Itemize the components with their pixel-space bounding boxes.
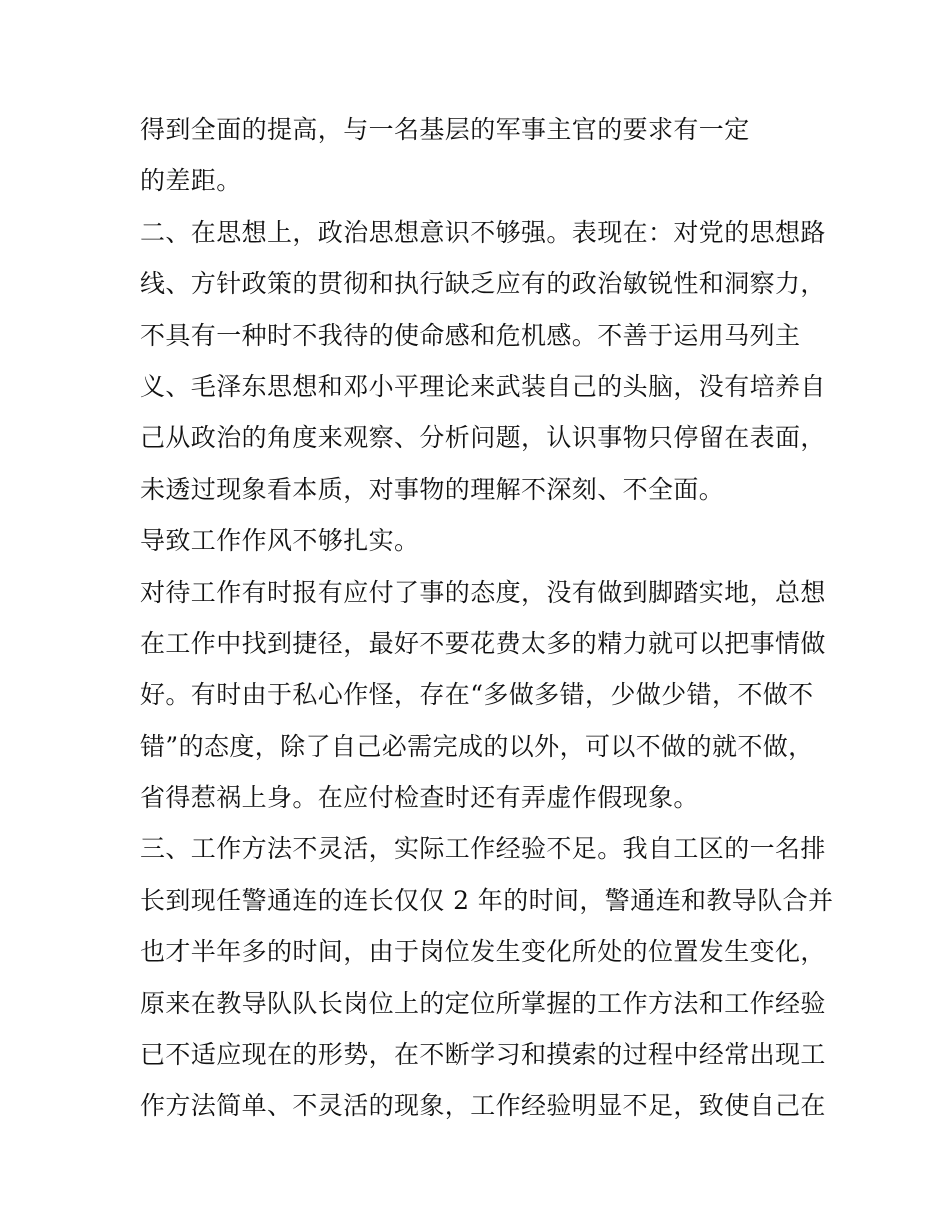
text-line-19: 已不适应现在的形势，在不断学习和摸索的过程中经常出现工 — [140, 1040, 826, 1070]
text-line-3: 二、在思想上，政治思想意识不够强。表现在：对党的思想路 — [140, 217, 826, 247]
text-line-20: 作方法简单、不灵活的现象，工作经验明显不足，致使自己在 — [140, 1091, 826, 1121]
text-line-11: 在工作中找到捷径，最好不要花费太多的精力就可以把事情做 — [140, 628, 826, 658]
text-line-7: 己从政治的角度来观察、分析问题，认识事物只停留在表面， — [140, 423, 826, 453]
text-line-4: 线、方针政策的贯彻和执行缺乏应有的政治敏锐性和洞察力， — [140, 269, 826, 299]
text-line-18: 原来在教导队队长岗位上的定位所掌握的工作方法和工作经验 — [140, 988, 826, 1018]
text-line-6: 义、毛泽东思想和邓小平理论来武装自己的头脑，没有培养自 — [140, 371, 826, 401]
text-line-5: 不具有一种时不我待的使命感和危机感。不善于运用马列主 — [140, 320, 801, 350]
document-body — [140, 104, 840, 1132]
text-line-14: 省得惹祸上身。在应付检查时还有弄虚作假现象。 — [140, 783, 699, 813]
text-line-9: 导致工作作风不够扎实。 — [140, 526, 420, 556]
text-line-8: 未透过现象看本质，对事物的理解不深刻、不全面。 — [140, 474, 725, 504]
text-line-13: 错”的态度，除了自己必需完成的以外，可以不做的就不做， — [140, 731, 814, 761]
text-line-1: 得到全面的提高，与一名基层的军事主官的要求有一定 — [140, 115, 750, 144]
text-line-15: 三、工作方法不灵活，实际工作经验不足。我自工区的一名排 — [140, 834, 826, 864]
text-line-10: 对待工作有时报有应付了事的态度，没有做到脚踏实地，总想 — [140, 577, 826, 607]
text-line-12: 好。有时由于私心作怪，存在“多做多错，少做少错，不做不 — [140, 680, 814, 710]
text-line-17: 也才半年多的时间，由于岗位发生变化所处的位置发生变化， — [140, 937, 826, 967]
text-line-16: 长到现任警通连的连长仅仅 2 年的时间，警通连和教导队合并 — [140, 885, 834, 915]
text-line-2: 的差距。 — [140, 166, 242, 196]
